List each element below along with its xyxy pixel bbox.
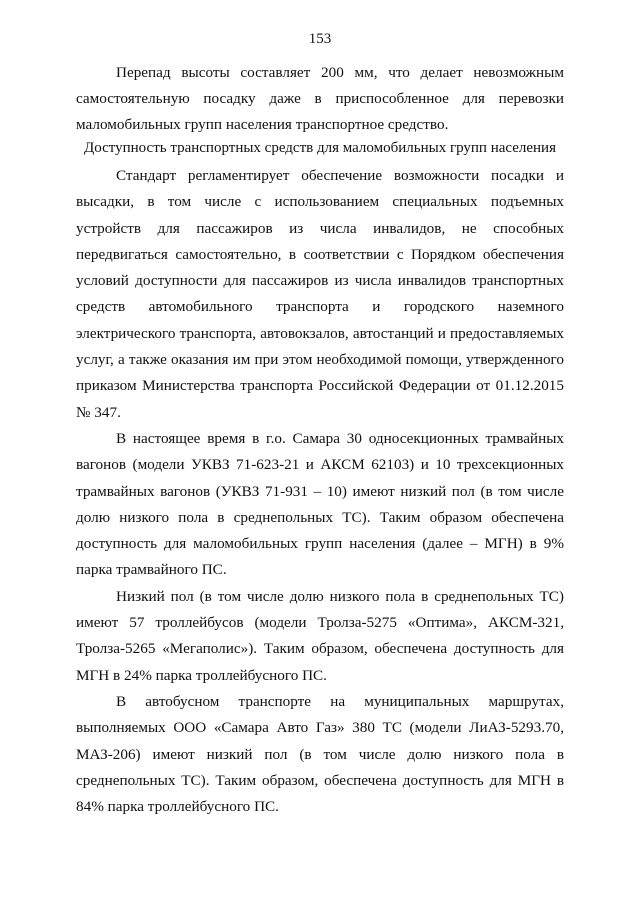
document-body (76, 60, 564, 820)
page-number: 153 (308, 31, 332, 47)
section-heading: Доступность транспортных средств для маломобильных групп населения (84, 140, 556, 156)
paragraph-buses: В автобусном транспорте на муниципальных маршрутах, выполняемых ООО «Самара Авто Газ» 380 ТС (модели ЛиАЗ-5293.70, МАЗ-206) имеют низкий пол (в том числе долю низкого пола в среднепольных ТС). Таким образом, обеспечена доступность для МГН в 84% парка троллейбусного ПС. (76, 692, 564, 816)
paragraph-trolleybuses: Низкий пол (в том числе долю низкого пола в среднепольных ТС) имеют 57 троллейбусов (модели Тролза-5275 «Оптима», АКСМ-321, Тролза-5265 «Мегаполис»). Таким образом, обеспечена доступность для МГН в 24% парка троллейбусного ПС. (76, 587, 564, 684)
paragraph-trams: В настоящее время в г.о. Самара 30 односекционных трамвайных вагонов (модели УКВЗ 71-623-21 и АКСМ 62103) и 10 трехсекционных трамвайных вагонов (УКВЗ 71-931 – 10) имеют низкий пол (в том числе долю низкого пола в среднепольных ТС). Таким образом обеспечена доступность для маломобильных групп населения (далее – МГН) в 9% парка трамвайного ПС. (76, 429, 564, 579)
paragraph-height-difference: Перепад высоты составляет 200 мм, что делает невозможным самостоятельную посадку даже в приспособленное для перевозки маломобильных групп населения транспортное средство. (76, 64, 564, 133)
paragraph-standard: Стандарт регламентирует обеспечение возможности посадки и высадки, в том числе с использованием специальных подъемных устройств для пассажиров из числа инвалидов, не способных передвигаться самостоятельно, в соответствии с Порядком обеспечения условий доступности для пассажиров из числа инвалидов транспортных средств автомобильного транспорта и городского наземного электрического транспорта, автовокзалов, автостанций и предоставляемых услуг, а также оказания им при этом необходимой помощи, утвержденного приказом Министерства транспорта Российской Федерации от 01.12.2015 № 347. (76, 167, 564, 421)
